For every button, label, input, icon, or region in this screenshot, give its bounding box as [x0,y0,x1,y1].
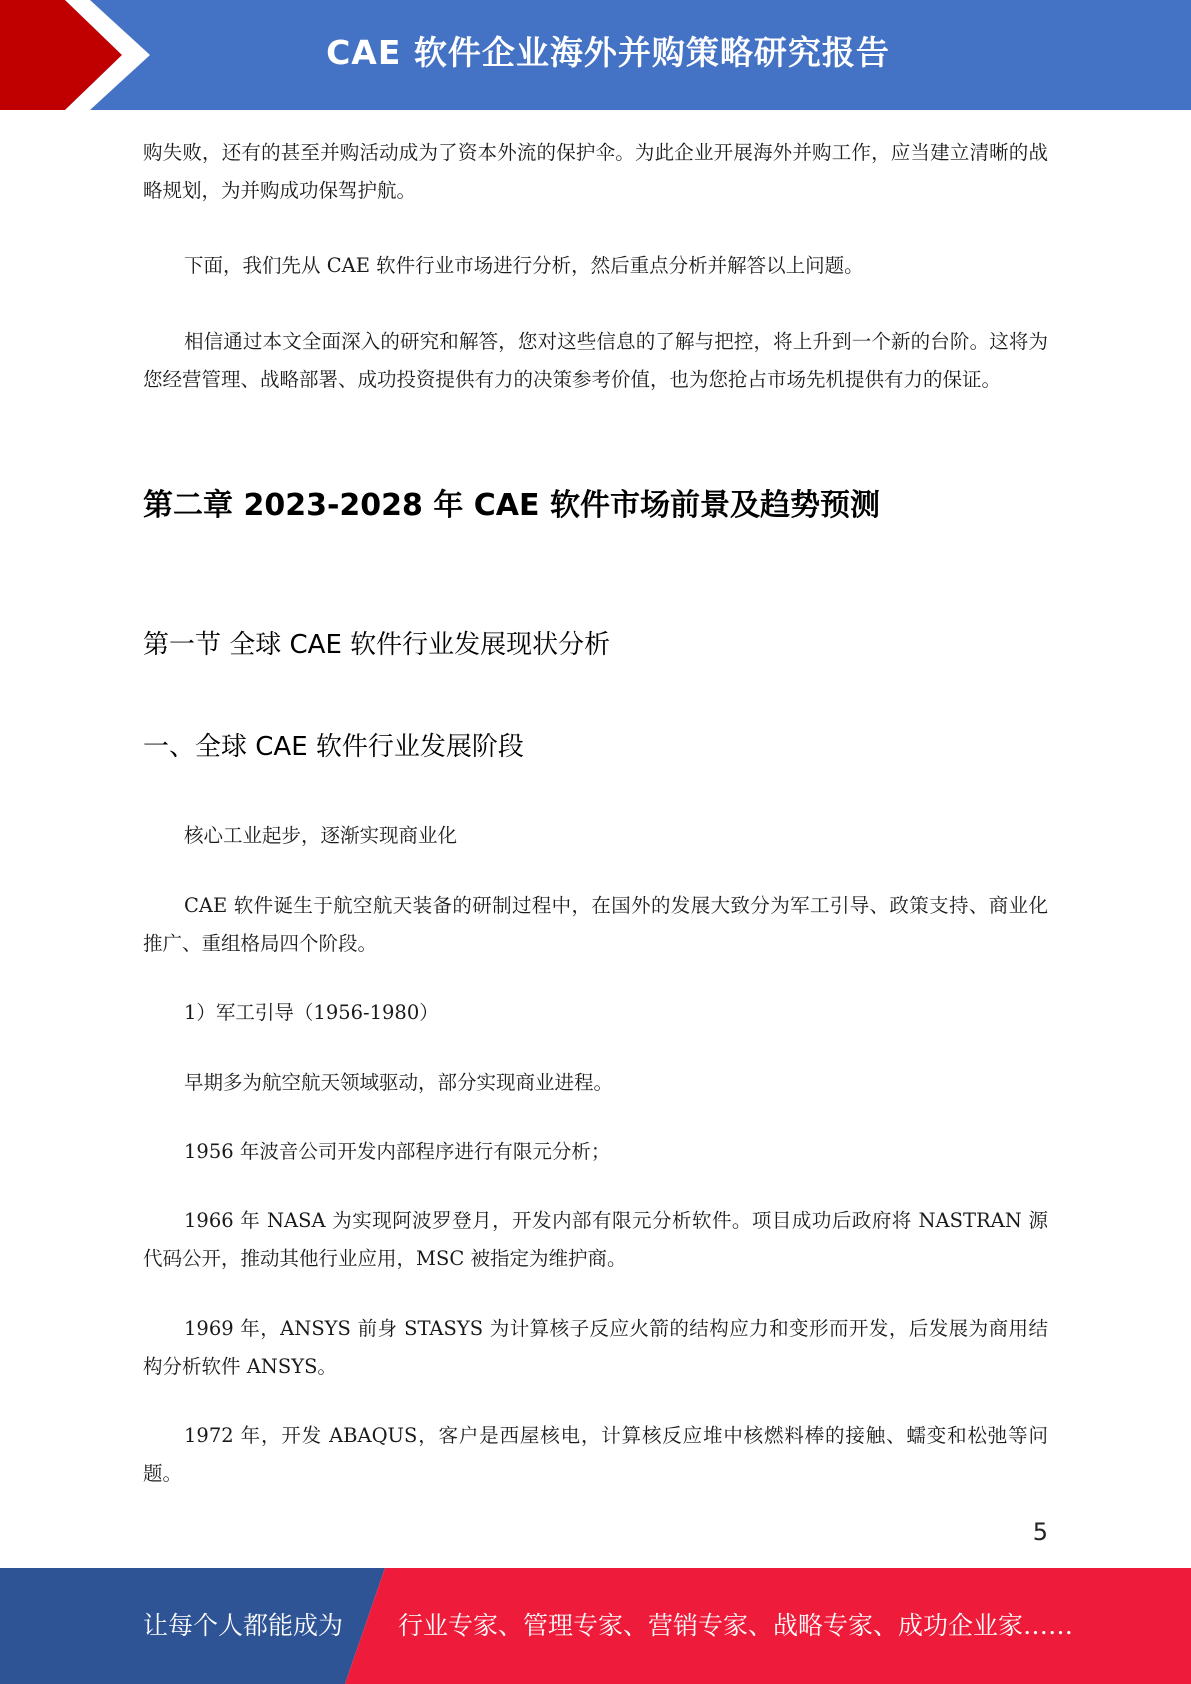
page-header [0,0,1191,110]
paragraph-ansys-1969: 1969 年，ANSYS 前身 STASYS 为计算核子反应火箭的结构应力和变形而开发，后发展为商用结构分析软件 ANSYS。 [143,1317,1048,1378]
page-footer [0,1568,1191,1684]
paragraph-stage-1-heading: 1）军工引导（1956-1980） [184,1001,439,1024]
paragraph-stage-1-summary: 早期多为航空航天领域驱动，部分实现商业进程。 [184,1071,614,1094]
paragraph-abaqus-1972: 1972 年，开发 ABAQUS，客户是西屋核电，计算核反应堆中核燃料棒的接触、蠕变和松弛等问题。 [143,1424,1048,1485]
paragraph-analysis-plan: 下面，我们先从 CAE 软件行业市场进行分析，然后重点分析并解答以上问题。 [184,254,864,277]
subsection-title: 一、全球 CAE 软件行业发展阶段 [143,732,524,762]
paragraph-cae-origins: CAE 软件诞生于航空航天装备的研制过程中，在国外的发展大致分为军工引导、政策支持、商业化推广、重组格局四个阶段。 [143,894,1048,955]
paragraph-nasa-1966: 1966 年 NASA 为实现阿波罗登月，开发内部有限元分析软件。项目成功后政府将 NASTRAN 源代码公开，推动其他行业应用，MSC 被指定为维护商。 [143,1209,1048,1270]
section-title: 第一节 全球 CAE 软件行业发展现状分析 [143,630,611,660]
footer-slogan-right: 行业专家、管理专家、营销专家、战略专家、成功企业家…… [398,1611,1074,1640]
paragraph-intro-continued: 购失败，还有的甚至并购活动成为了资本外流的保护伞。为此企业开展海外并购工作，应当建立清晰的战略规划，为并购成功保驾护航。 [143,141,1048,202]
header-title: CAE 软件企业海外并购策略研究报告 [326,33,890,72]
paragraph-value-statement: 相信通过本文全面深入的研究和解答，您对这些信息的了解与把控，将上升到一个新的台阶。这将为您经营管理、战略部署、成功投资提供有力的决策参考价值，也为您抢占市场先机提供有力的保证。 [143,330,1048,391]
page-number: 5 [1032,1518,1048,1546]
chapter-title: 第二章 2023-2028 年 CAE 软件市场前景及趋势预测 [143,488,880,523]
paragraph-commercialization: 核心工业起步，逐渐实现商业化 [184,824,458,847]
footer-slogan-left: 让每个人都能成为 [143,1611,344,1640]
paragraph-boeing-1956: 1956 年波音公司开发内部程序进行有限元分析； [184,1140,611,1163]
